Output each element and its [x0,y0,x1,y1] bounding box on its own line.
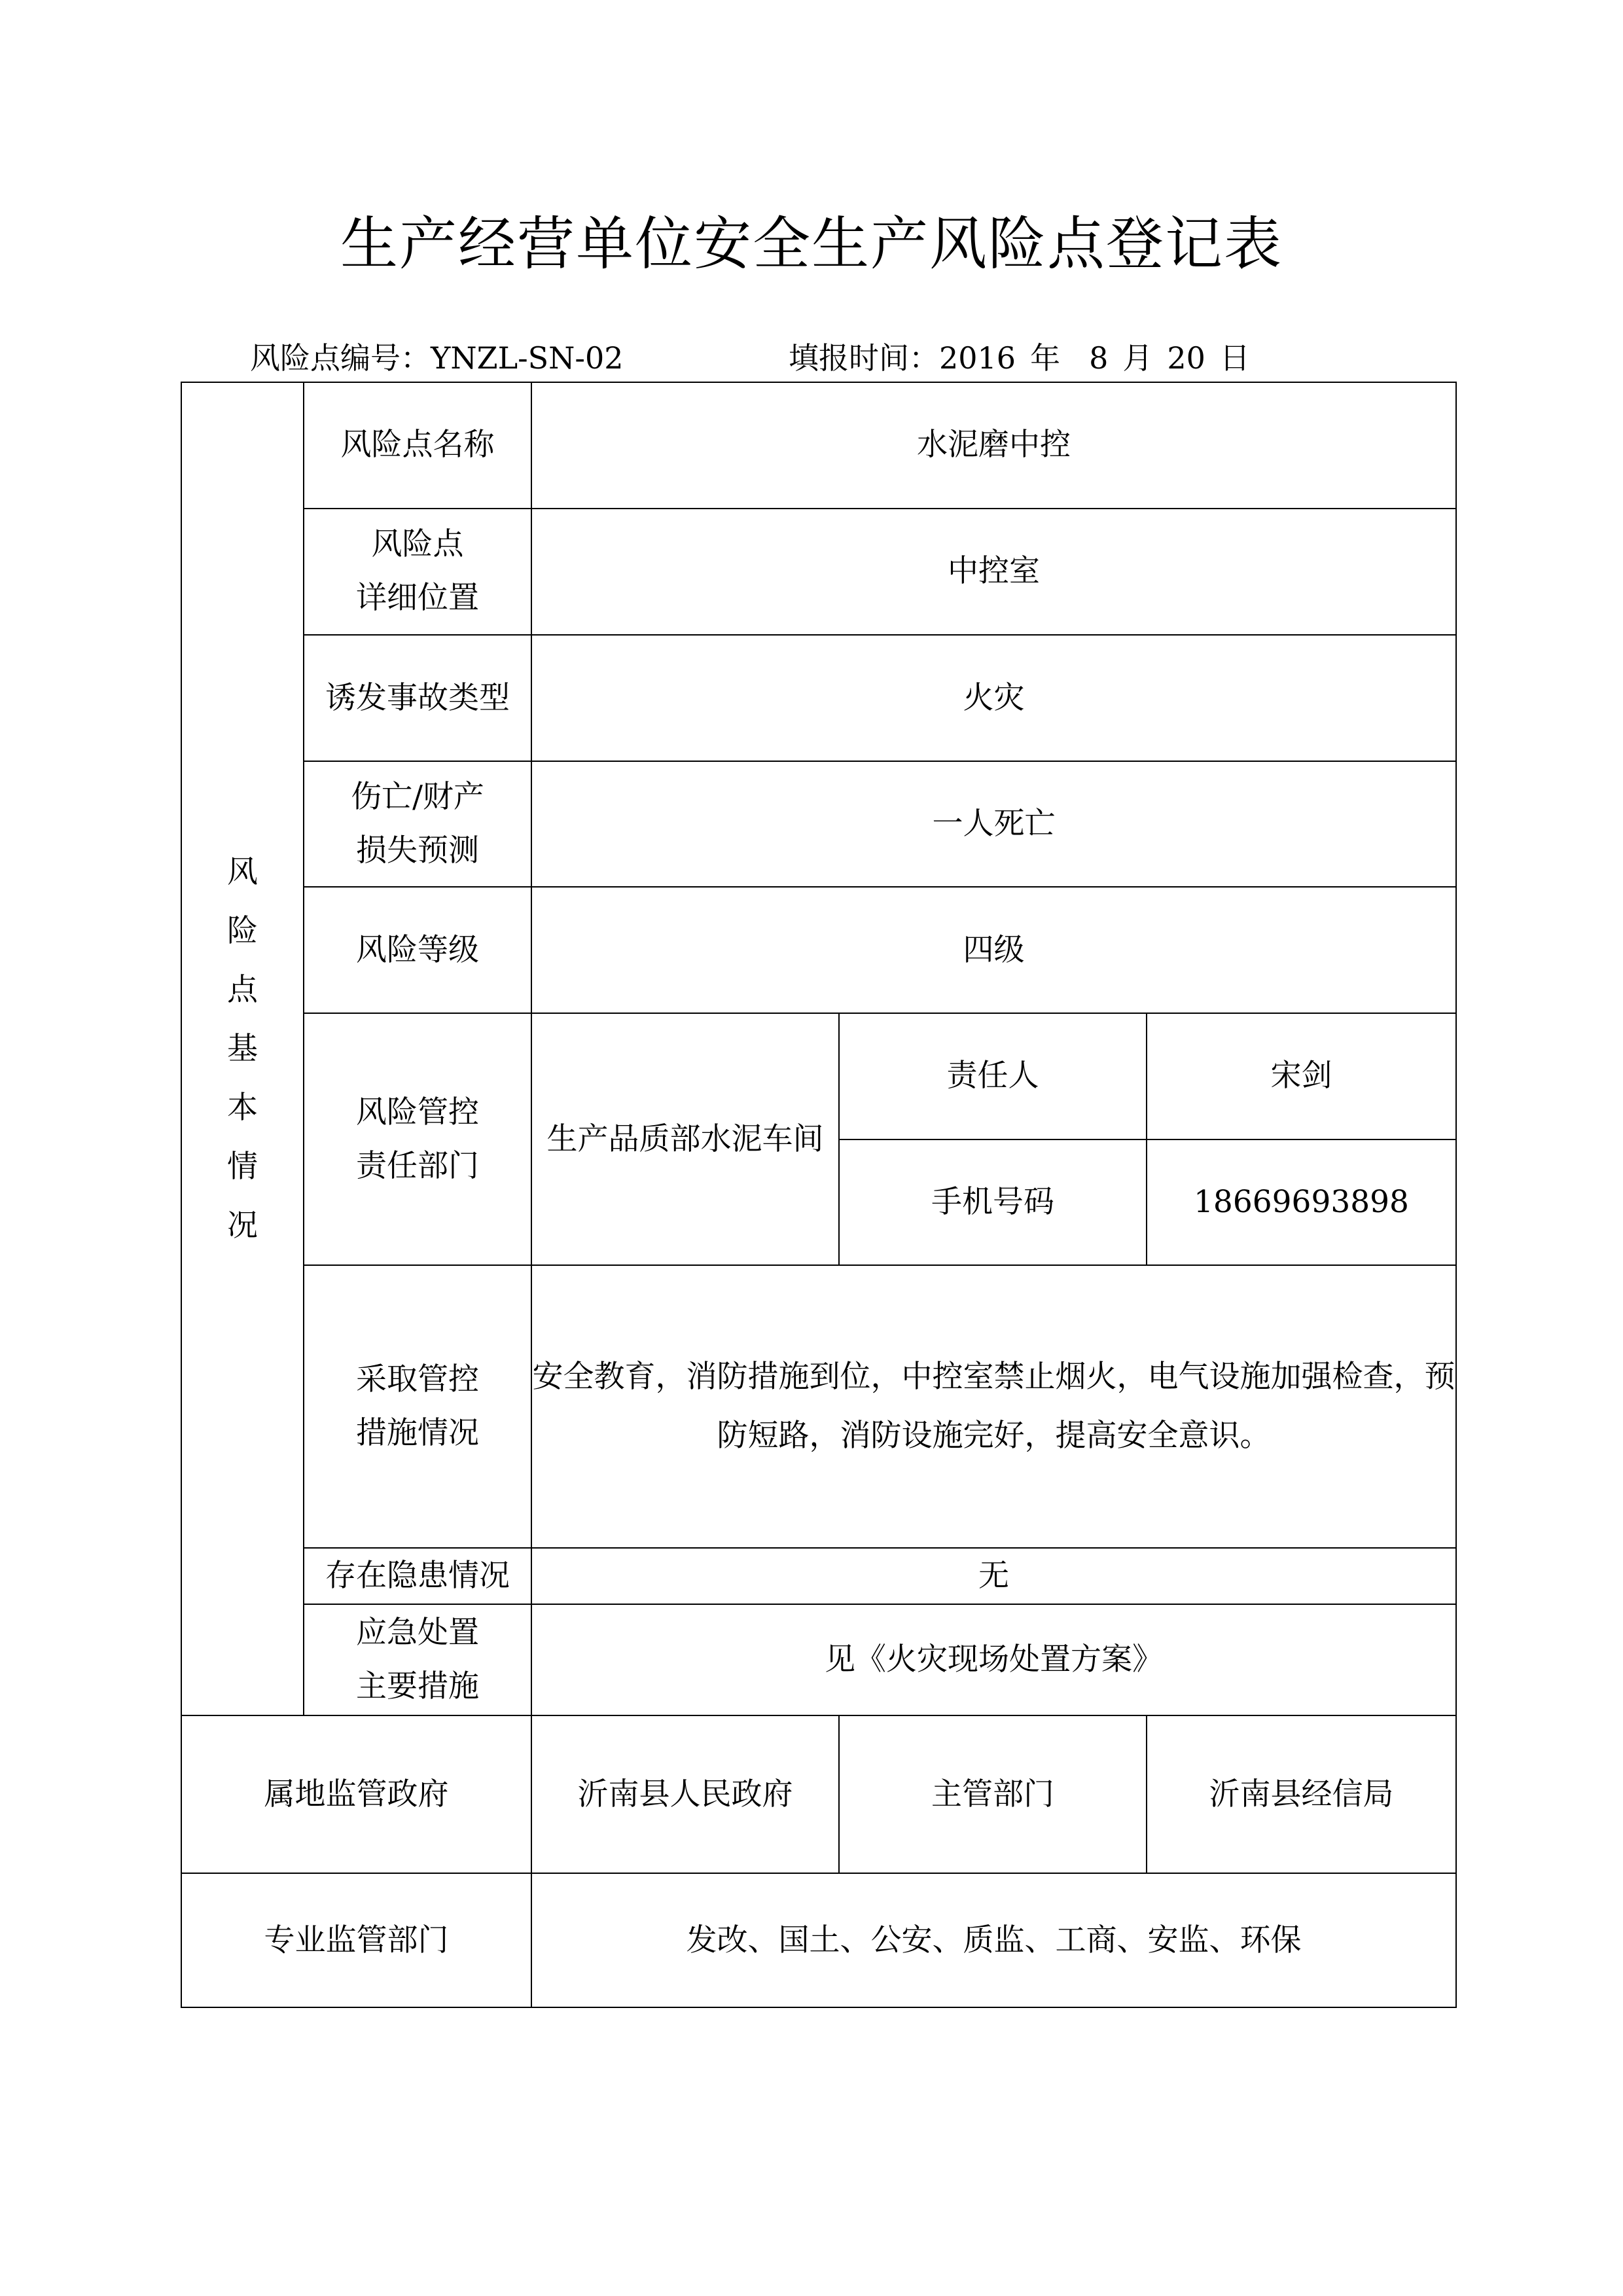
measures-value: 安全教育，消防措施到位，中控室禁止烟火，电气设施加强检查，预防短路，消防设施完好，提高安全意识。 [531,1265,1456,1547]
specialized-dept-label: 专业监管部门 [181,1873,531,2007]
row-measures [181,1265,1456,1547]
competent-dept-value: 沂南县经信局 [1147,1715,1456,1873]
emergency-label: 应急处置 主要措施 [304,1604,531,1716]
specialized-dept-value: 发改、国土、公安、质监、工商、安监、环保 [531,1873,1456,2007]
risk-point-name-value: 水泥磨中控 [531,382,1456,509]
row-risk-point-name [181,382,1456,509]
row-risk-level [181,887,1456,1013]
accident-type-value: 火灾 [531,635,1456,761]
accident-type-label: 诱发事故类型 [304,635,531,761]
loss-forecast-label: 伤亡/财产 损失预测 [304,761,531,888]
risk-level-label: 风险等级 [304,887,531,1013]
fill-date-year-unit: 年 [1030,340,1061,376]
risk-point-name-label: 风险点名称 [304,382,531,509]
risk-point-code-value: YNZL-SN-02 [431,340,624,376]
fill-date [789,335,1250,381]
fill-date-year: 2016 [939,340,1016,376]
row-location [181,509,1456,636]
phone-value: 18669693898 [1147,1139,1456,1266]
fill-date-label: 填报时间： [789,340,939,376]
responsible-person-label: 责任人 [839,1013,1147,1139]
risk-level-value: 四级 [531,887,1456,1013]
measures-label: 采取管控 措施情况 [304,1265,531,1547]
hazards-label: 存在隐患情况 [304,1548,531,1604]
risk-registration-table [181,382,1457,2008]
row-specialized-dept [181,1873,1456,2007]
competent-dept-label: 主管部门 [839,1715,1147,1873]
row-accident-type [181,635,1456,761]
responsible-dept-label: 风险管控 责任部门 [304,1013,531,1265]
emergency-value: 见《火灾现场处置方案》 [531,1604,1456,1716]
hazards-value: 无 [531,1548,1456,1604]
row-loss-forecast [181,761,1456,888]
responsible-dept-value: 生产品质部水泥车间 [531,1013,839,1265]
location-label: 风险点 详细位置 [304,509,531,636]
fill-date-month-unit: 月 [1122,340,1153,376]
responsible-person-value: 宋剑 [1147,1013,1456,1139]
fill-date-month: 8 [1089,340,1109,376]
section-label-basic-info: 风 险 点 基 本 情 况 [181,382,304,1715]
fill-date-day-unit: 日 [1219,340,1250,376]
loss-forecast-value: 一人死亡 [531,761,1456,888]
fill-date-day: 20 [1167,340,1205,376]
row-hazards [181,1548,1456,1604]
form-title: 生产经营单位安全生产风险点登记表 [340,210,1283,278]
risk-point-code [250,335,624,381]
local-gov-label: 属地监管政府 [181,1715,531,1873]
row-emergency [181,1604,1456,1716]
location-value: 中控室 [531,509,1456,636]
row-responsible-dept [181,1013,1456,1139]
risk-point-code-label: 风险点编号： [250,340,431,376]
local-gov-value: 沂南县人民政府 [531,1715,839,1873]
phone-label: 手机号码 [839,1139,1147,1266]
row-local-gov [181,1715,1456,1873]
